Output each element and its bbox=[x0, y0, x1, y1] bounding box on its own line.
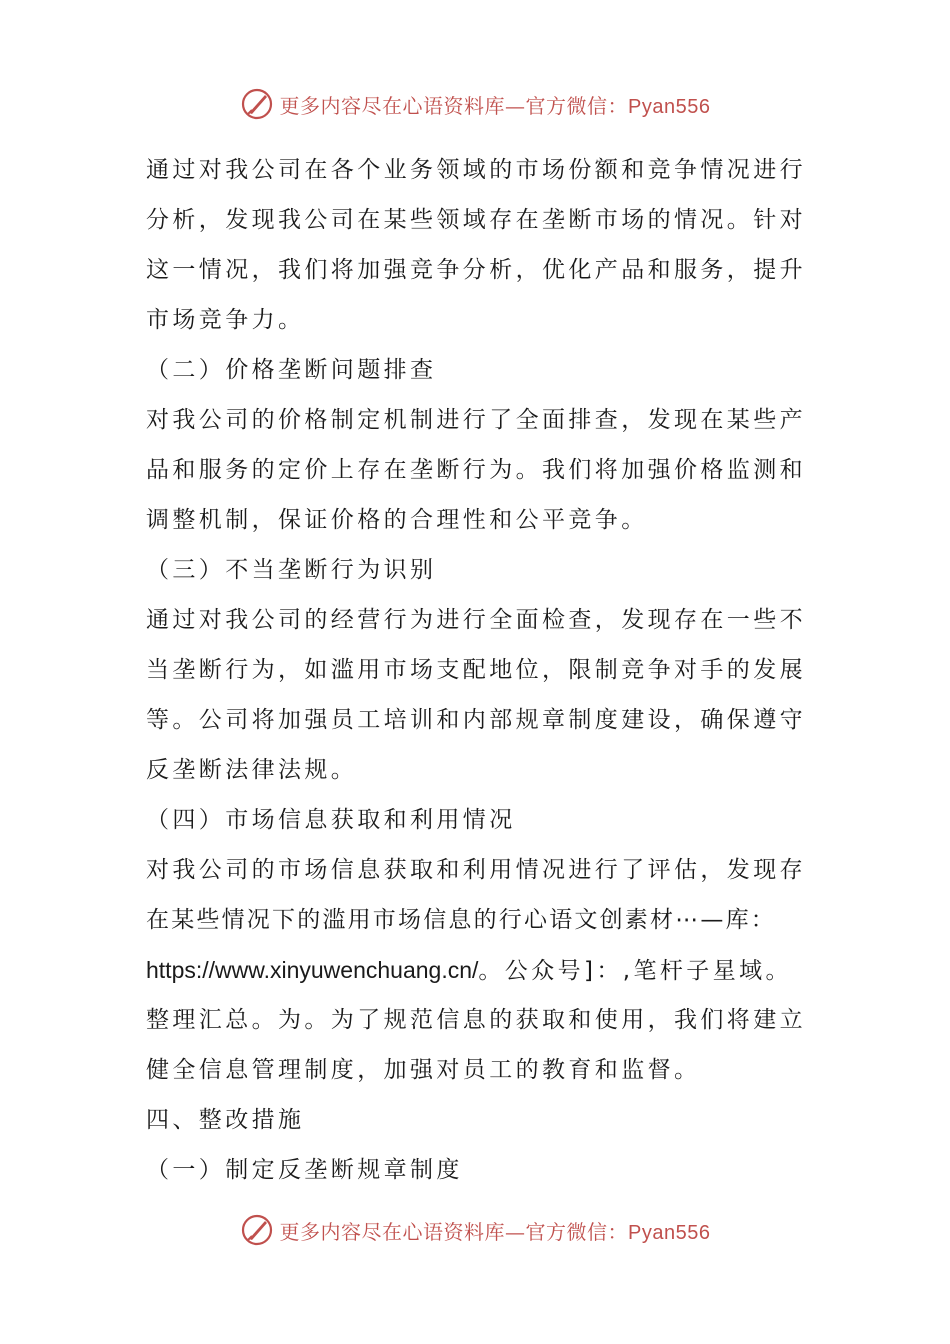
body-text bbox=[146, 145, 806, 1195]
footer-banner bbox=[0, 1210, 950, 1250]
body-line: 对我公司的价格制定机制进行了全面排查，发现在某些产 bbox=[146, 407, 806, 433]
body-line: 当垄断行为，如滥用市场支配地位，限制竞争对手的发展 bbox=[146, 657, 806, 683]
body-line: 调整机制，保证价格的合理性和公平竞争。 bbox=[146, 507, 648, 533]
body-line: 分析，发现我公司在某些领域存在垄断市场的情况。针对 bbox=[146, 207, 806, 233]
header-brand: Pyan556 bbox=[628, 95, 711, 118]
body-line-url bbox=[146, 945, 806, 995]
body-line: 市场竞争力。 bbox=[146, 307, 305, 333]
body-line: 通过对我公司在各个业务领域的市场份额和竞争情况进行 bbox=[146, 157, 806, 183]
body-line: 反垄断法律法规。 bbox=[146, 757, 358, 783]
body-line: 对我公司的市场信息获取和利用情况进行了评估，发现存 bbox=[146, 857, 806, 883]
quill-pen-logo-icon bbox=[240, 1213, 274, 1247]
section-heading: 四、整改措施 bbox=[146, 1107, 305, 1133]
body-line: 通过对我公司的经营行为进行全面检查，发现存在一些不 bbox=[146, 607, 806, 633]
footer-brand: Pyan556 bbox=[628, 1221, 711, 1244]
header-text: 更多内容尽在心语资料库—官方微信：Pyan556 bbox=[279, 93, 711, 118]
body-line: 健全信息管理制度，加强对员工的教育和监督。 bbox=[146, 1057, 701, 1083]
header-banner bbox=[0, 84, 950, 124]
body-line: 整理汇总。为。为了规范信息的获取和使用，我们将建立 bbox=[146, 1007, 806, 1033]
body-line: 这一情况，我们将加强竞争分析，优化产品和服务，提升 bbox=[146, 257, 806, 283]
quill-pen-logo-icon bbox=[240, 87, 274, 121]
section-heading: （二）价格垄断问题排查 bbox=[146, 357, 437, 383]
footer-text: 更多内容尽在心语资料库—官方微信：Pyan556 bbox=[279, 1219, 711, 1244]
body-line: 在某些情况下的滥用市场信息的行心语文创素材⋯—库： bbox=[146, 907, 776, 933]
section-heading: （一）制定反垄断规章制度 bbox=[146, 1157, 463, 1183]
url-line-rest: 。公众号]：,笔杆子星域。 bbox=[478, 958, 792, 984]
section-heading: （四）市场信息获取和利用情况 bbox=[146, 807, 516, 833]
url-link[interactable]: https://www.xinyuwenchuang.cn/ bbox=[146, 957, 479, 983]
body-line: 品和服务的定价上存在垄断行为。我们将加强价格监测和 bbox=[146, 457, 806, 483]
body-line: 等。公司将加强员工培训和内部规章制度建设，确保遵守 bbox=[146, 707, 806, 733]
section-heading: （三）不当垄断行为识别 bbox=[146, 557, 437, 583]
